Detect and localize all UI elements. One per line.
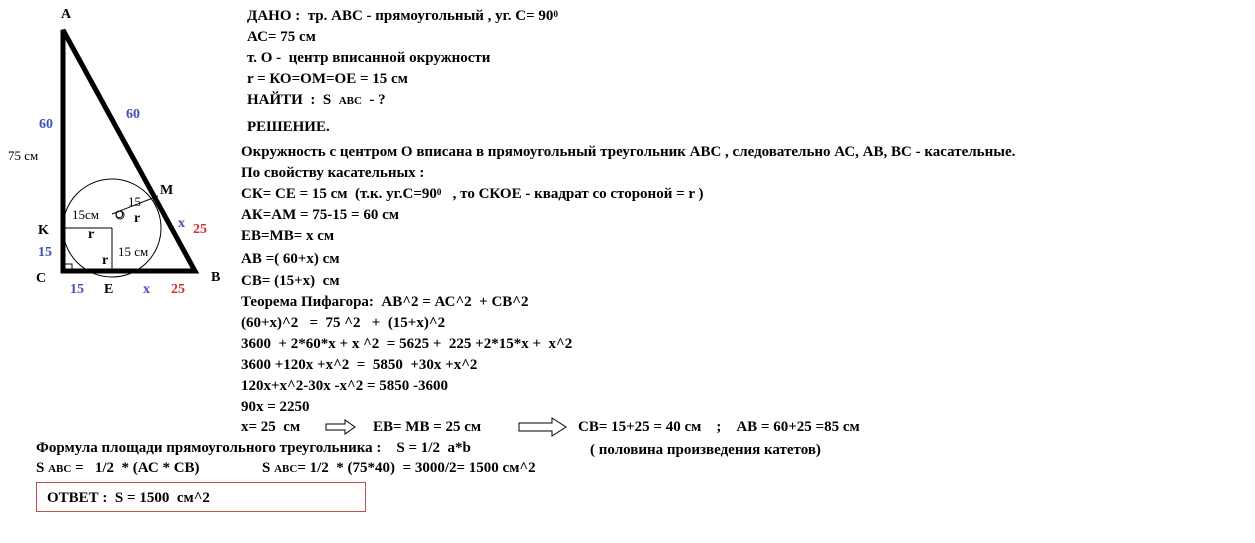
label-oe-15: 15 см — [118, 244, 149, 259]
given-line-2: АС= 75 см — [247, 29, 316, 45]
label-mb-x: x — [178, 216, 185, 231]
given-line-1: ДАНО : тр. АВС - прямоугольный , уг. $С= 90^0$ — [247, 8, 558, 24]
vertex-o: O — [115, 209, 124, 221]
arrow-icon — [518, 417, 568, 437]
label-ak-60: 60 — [39, 117, 53, 132]
given-line-3: т. О - центр вписанной окружности — [247, 50, 491, 66]
vertex-c: C — [36, 271, 47, 286]
solution-line-12: 120х+х^2-30х -х^2 = 5850 -3600 — [241, 378, 449, 394]
label-r-om: r — [134, 211, 141, 226]
answer-text: ОТВЕТ : S = 1500 см^2 — [47, 490, 210, 506]
label-mb-25: 25 — [193, 222, 207, 237]
label-eb-x: x — [143, 282, 150, 297]
find-line: НАЙТИ : S АВС - ? — [247, 92, 386, 108]
solution-line-1: Окружность с центром О вписана в прямоугольный треугольник АВС , следовательно АС, АВ, ВС - касательные. — [241, 144, 1016, 160]
label-ck-15: 15 — [38, 245, 52, 260]
solution-line-11: 3600 +120х +х^2 = 5850 +30х +х^2 — [241, 357, 478, 373]
solution-line-14c: СВ= 15+25 = 40 см ; АВ = 60+25 =85 см — [578, 419, 860, 435]
label-ce-15: 15 — [70, 282, 84, 297]
solution-line-9: (60+х)^2 = 75 ^2 + (15+х)^2 — [241, 315, 446, 331]
solution-title: РЕШЕНИЕ. — [247, 119, 330, 135]
label-eb-25: 25 — [171, 282, 185, 297]
solution-line-14b: ЕВ= МВ = 25 см — [373, 419, 482, 435]
triangle-figure — [0, 0, 230, 310]
label-ac-75: 75 см — [8, 148, 39, 163]
solution-line-7: СВ= (15+х) см — [241, 273, 340, 289]
label-am-60: 60 — [126, 107, 140, 122]
triangle-abc — [63, 30, 195, 271]
answer-box — [36, 482, 366, 512]
solution-line-5: ЕВ=МВ= х см — [241, 228, 335, 244]
vertex-e: E — [104, 282, 114, 297]
solution-line-13: 90х = 2250 — [241, 399, 310, 415]
given-line-4: r = КО=ОМ=ОЕ = 15 см — [247, 71, 408, 87]
solution-line-4: АК=АМ = 75-15 = 60 см — [241, 207, 399, 223]
area-line-2: S АВС= 1/2 * (75*40) = 3000/2= 1500 см^2 — [262, 460, 536, 476]
arrow-icon — [325, 418, 357, 436]
label-om-15: 15 — [128, 194, 141, 209]
vertex-m: M — [160, 183, 174, 198]
label-r-ok: r — [88, 227, 95, 242]
solution-line-6: АВ =( 60+х) см — [241, 251, 340, 267]
vertex-b: B — [211, 270, 221, 285]
solution-line-2: По свойству касательных : — [241, 165, 425, 181]
solution-line-14a: х= 25 см — [241, 419, 301, 435]
vertex-a: A — [61, 7, 72, 22]
label-ok-15: 15см — [72, 207, 99, 222]
solution-line-8: Теорема Пифагора: АВ^2 = АС^2 + СВ^2 — [241, 294, 529, 310]
label-r-oe: r — [102, 253, 109, 268]
vertex-k: K — [38, 223, 49, 238]
area-line-1: S АВС = 1/2 * (АС * СВ) — [36, 460, 200, 476]
solution-line-10: 3600 + 2*60*х + х ^2 = 5625 + 225 +2*15*х + х^2 — [241, 336, 573, 352]
solution-line-3: СК= СЕ = 15 см (т.к. $уг.С=90^0$ , то СКОЕ - квадрат со стороной = r ) — [241, 186, 704, 202]
area-formula-note: ( половина произведения катетов) — [590, 442, 821, 458]
area-formula: Формула площади прямоугольного треугольника : S = 1/2 a*b — [36, 440, 471, 456]
